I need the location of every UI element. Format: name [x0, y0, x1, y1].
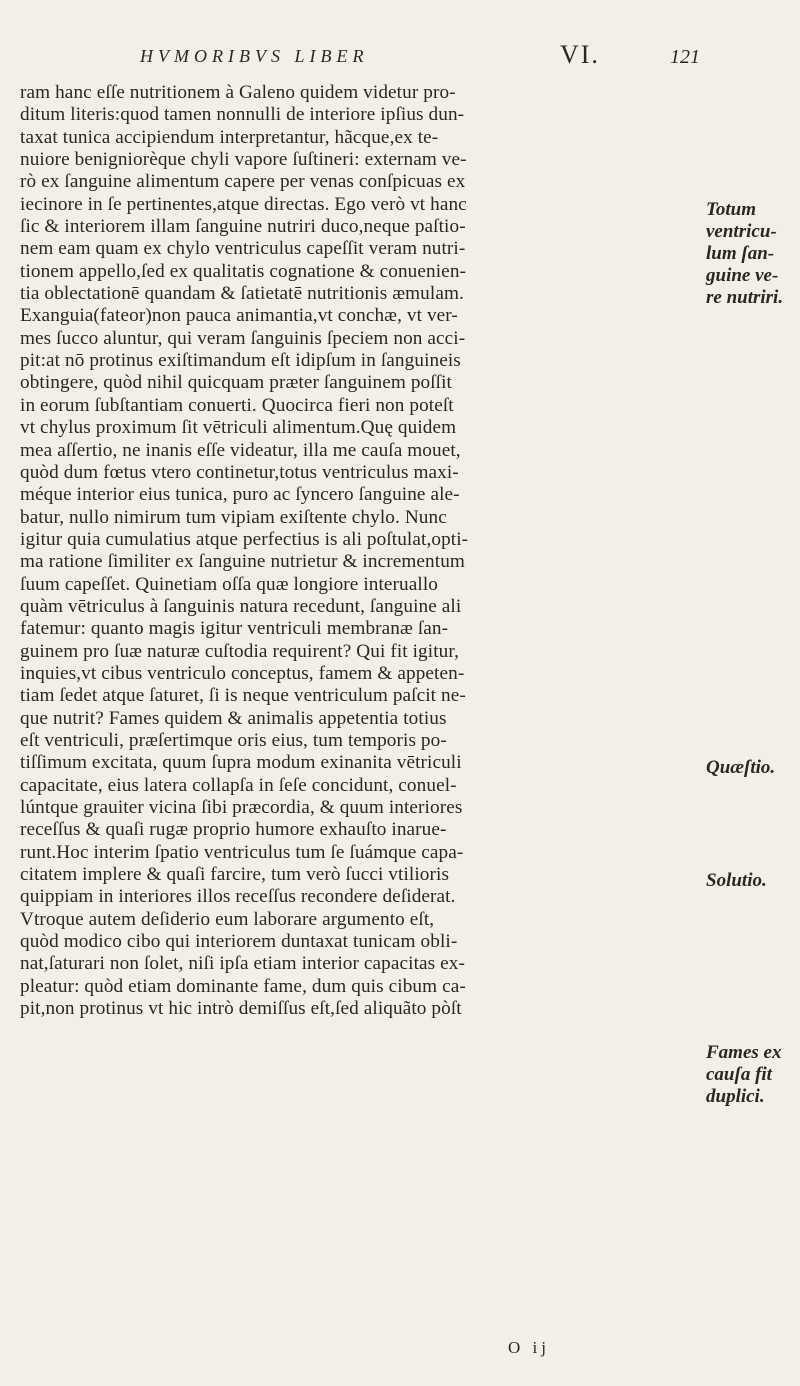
- text-line: igitur quia cumulatius atque perfectius is ali poſtulat,opti-: [20, 528, 469, 550]
- margin-note-solutio: [706, 870, 767, 892]
- text-line: pit:at nō protinus exiſtimandum eſt idipſum in ſanguineis: [20, 350, 461, 372]
- margin-note-line: Quæſtio.: [706, 757, 776, 778]
- running-title: HVMORIBVS LIBER: [140, 46, 369, 66]
- text-line: Vtroque autem deſiderio eum laborare argumento eſt,: [20, 908, 435, 930]
- text-line: ſuum capeſſet. Quinetiam oſſa quæ longiore interuallo: [20, 573, 439, 595]
- margin-note-fames: [706, 1042, 781, 1108]
- text-line: guinem pro ſuæ naturæ cuſtodia requirent? Qui fit igitur,: [20, 640, 460, 662]
- text-line: fatemur: quanto magis igitur ventriculi membranæ ſan-: [20, 618, 449, 640]
- text-line: receſſus & quaſi rugæ proprio humore exhauſto inarue-: [20, 819, 447, 841]
- text-line: eſt ventriculi, præſertimque oris eius, tum temporis po-: [20, 729, 447, 751]
- text-line: vt chylus proximum ſit vētriculi alimentum.Quę quidem: [20, 417, 457, 439]
- text-line: tiſſimum excitata, quum ſupra modum exinanita vētriculi: [20, 752, 462, 774]
- text-line: iecinore in ſe pertinentes,atque directas. Ego verò vt hanc: [20, 193, 467, 215]
- text-line: capacitate, eius latera collapſa in ſeſe concidunt, conuel-: [20, 774, 457, 796]
- text-line: ma ratione ſimiliter ex ſanguine nutrietur & incrementum: [20, 551, 465, 573]
- margin-note-quaestio: [706, 757, 775, 779]
- running-header: [140, 40, 700, 80]
- text-line: méque interior eius tunica, puro ac ſyncero ſanguine ale-: [20, 484, 460, 506]
- text-line: citatem implere & quaſi farcire, tum verò ſucci vtilioris: [20, 864, 450, 886]
- text-line: tionem appello,ſed ex qualitatis cognatione & conuenien-: [20, 260, 467, 282]
- text-line: quòd modico cibo qui interiorem duntaxat tunicam obli-: [20, 931, 458, 953]
- margin-note-line: Totum: [706, 199, 756, 220]
- text-line: que nutrit? Fames quidem & animalis appetentia totius: [20, 707, 447, 729]
- margin-note-line: ventricu-: [706, 221, 777, 242]
- text-line: nat,ſaturari non ſolet, niſi ipſa etiam interior capacitas ex-: [20, 953, 466, 975]
- text-line: tiam ſedet atque ſaturet, ſi is neque ventriculum paſcit ne-: [20, 685, 466, 707]
- text-line: ditum literis:quod tamen nonnulli de interiore ipſius dun-: [20, 104, 465, 126]
- margin-note-line: guine ve-: [706, 265, 779, 286]
- text-line: runt.Hoc interim ſpatio ventriculus tum ſe ſuámque capa-: [20, 841, 464, 863]
- text-line: lúntque grauiter vicina ſibi præcordia, & quum interiores: [20, 797, 463, 818]
- chapter-number: VI.: [560, 40, 600, 69]
- margin-note-line: Fames ex: [706, 1042, 782, 1063]
- text-line: quippiam in interiores illos receſſus recondere deſiderat.: [20, 886, 456, 908]
- text-line: nem eam quam ex chylo ventriculus capeſſit veram nutri-: [20, 238, 466, 260]
- margin-note-line: Solutio.: [706, 870, 767, 891]
- body-text: [20, 82, 710, 1020]
- margin-note-line: duplici.: [706, 1086, 765, 1107]
- margin-note-line: re nutriri.: [706, 287, 784, 308]
- text-line: rò ex ſanguine alimentum capere per venas conſpicuas ex: [20, 171, 466, 193]
- text-line: batur, nullo nimirum tum vipiam exiſtente chylo. Nunc: [20, 506, 447, 528]
- text-line: pleatur: quòd etiam dominante fame, dum quis cibum ca-: [20, 975, 466, 997]
- text-line: pit,non protinus vt hic intrò demiſſus eſt,ſed aliquãto pòſt: [20, 998, 462, 1020]
- margin-note-totum: [706, 199, 783, 309]
- text-line: quàm vētriculus à ſanguinis natura recedunt, ſanguine ali: [20, 595, 462, 617]
- text-line: quòd dum fœtus vtero continetur,totus ventriculus maxi-: [20, 461, 459, 483]
- text-line: nuiore benigniorèque chyli vapore ſuſtineri: externam ve-: [20, 149, 467, 171]
- text-line: mea aſſertio, ne inanis eſſe videatur, illa me cauſa mouet,: [20, 439, 461, 461]
- text-line: ſic & interiorem illam ſanguine nutriri duco,neque paſtio-: [20, 216, 466, 238]
- margin-note-line: lum ſan-: [706, 243, 775, 264]
- text-line: inquies,vt cibus ventriculo conceptus, famem & appeten-: [20, 662, 465, 684]
- catchword: O ij: [508, 1338, 550, 1357]
- text-line: ram hanc eſſe nutritionem à Galeno quidem videtur pro-: [20, 82, 456, 103]
- text-line: taxat tunica accipiendum interpretantur, hãcque,ex te-: [20, 126, 439, 148]
- text-line: mes ſucco aluntur, qui veram ſanguinis ſpeciem non acci-: [20, 327, 466, 349]
- margin-note-line: cauſa fit: [706, 1064, 772, 1085]
- text-line: obtingere, quòd nihil quicquam præter ſanguinem poſſit: [20, 372, 453, 394]
- text-line: Exanguia(fateor)non pauca animantia,vt conchæ, vt ver-: [20, 305, 458, 327]
- text-line: in eorum ſubſtantiam conuerti. Quocirca fieri non poteſt: [20, 394, 454, 416]
- page-number: 121: [670, 46, 700, 68]
- text-line: tia oblectationē quandam & ſatietatē nutritionis æmulam.: [20, 283, 464, 305]
